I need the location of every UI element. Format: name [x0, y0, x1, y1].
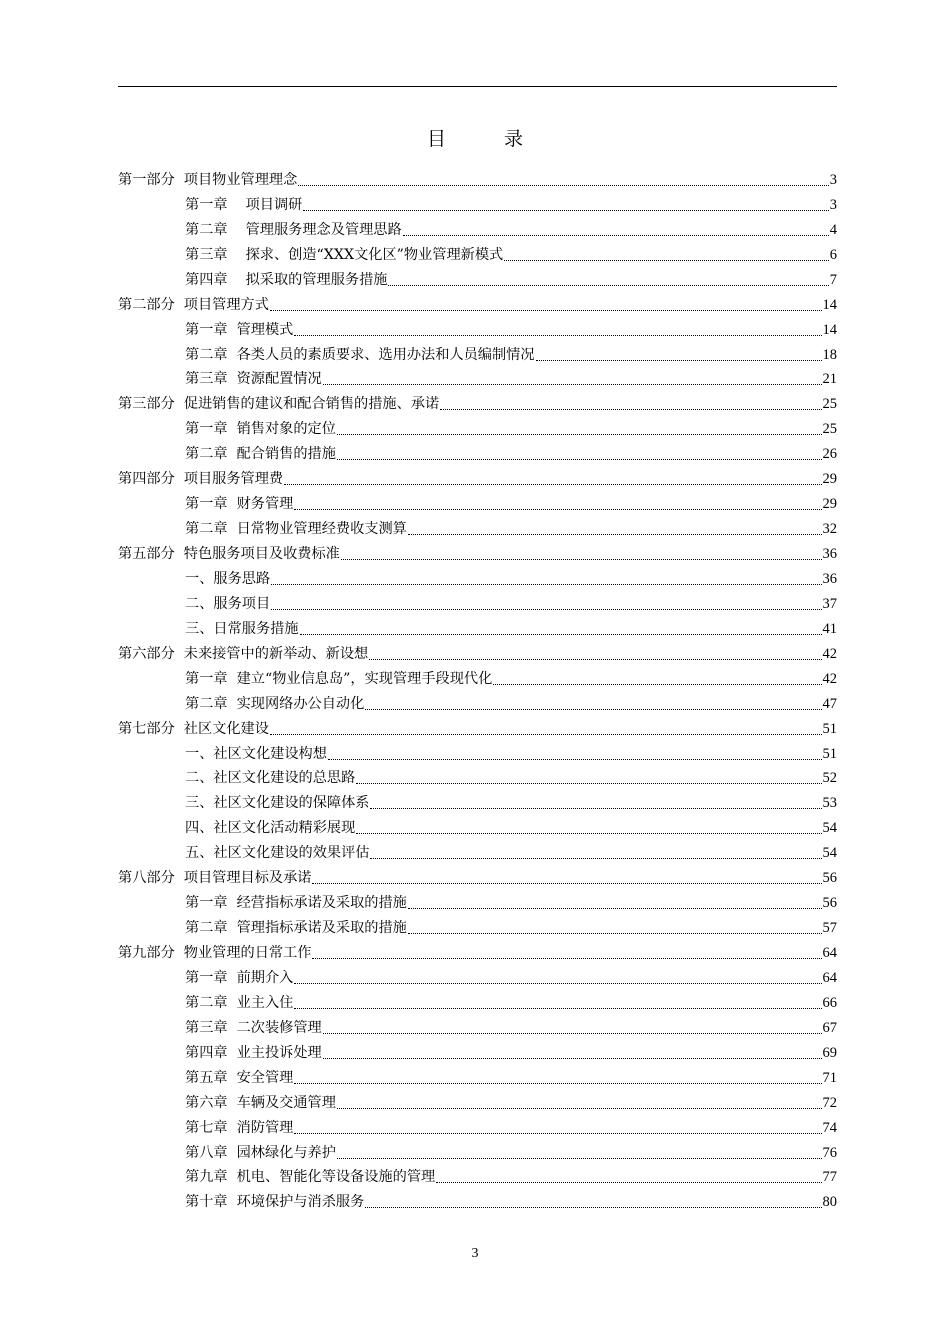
dot-leader [408, 933, 822, 934]
dot-leader [298, 185, 828, 186]
toc-entry-label: 第一章 建立“物业信息岛”，实现管理手段现代化 [185, 670, 493, 687]
toc-entry-page: 80 [822, 1194, 837, 1211]
dot-leader [284, 484, 821, 485]
toc-entry-page: 7 [829, 271, 837, 288]
toc-chapter-entry[interactable] [118, 492, 837, 517]
toc-entry-page: 26 [822, 446, 837, 463]
dot-leader [436, 1182, 821, 1183]
dot-leader [337, 1158, 822, 1159]
dot-leader [388, 285, 828, 286]
toc-entry-label: 第一章 经营指标承诺及采取的措施 [185, 895, 407, 912]
toc-part-entry[interactable] [118, 293, 837, 318]
dot-leader [403, 235, 829, 236]
toc-chapter-entry[interactable] [118, 417, 837, 442]
toc-entry-page: 53 [822, 795, 837, 812]
toc-entry-label: 第九部分 物业管理的日常工作 [118, 945, 312, 962]
toc-entry-label: 第三章 资源配置情况 [185, 371, 322, 388]
dot-leader [271, 584, 821, 585]
toc-chapter-entry[interactable] [118, 617, 837, 642]
dot-leader [493, 684, 821, 685]
toc-entry-page: 52 [822, 770, 837, 787]
toc-entry-label: 一、社区文化建设构想 [185, 745, 327, 762]
toc-entry-label: 第二章 业主入住 [185, 994, 294, 1011]
dot-leader [294, 335, 821, 336]
toc-entry-page: 42 [822, 645, 837, 662]
toc-entry-label: 第一章 前期介入 [185, 969, 294, 986]
dot-leader [270, 734, 822, 735]
toc-chapter-entry[interactable] [118, 1016, 837, 1041]
toc-chapter-entry[interactable] [118, 891, 837, 916]
toc-entry-page: 29 [822, 471, 837, 488]
toc-entry-page: 51 [822, 720, 837, 737]
dot-leader [337, 1108, 822, 1109]
toc-chapter-entry[interactable] [118, 916, 837, 941]
toc-entry-label: 第一章 项目调研 [185, 196, 303, 213]
toc-entry-label: 第一部分 项目物业管理理念 [118, 171, 298, 188]
dot-leader [365, 709, 821, 710]
dot-leader [536, 360, 822, 361]
toc-entry-label: 四、社区文化活动精彩展现 [185, 820, 356, 837]
toc-entry-label: 第二章 日常物业管理经费收支测算 [185, 521, 407, 538]
toc-entry-label: 第二章 配合销售的措施 [185, 446, 336, 463]
toc-entry-page: 41 [822, 620, 837, 637]
toc-entry-label: 第六部分 未来接管中的新举动、新设想 [118, 645, 369, 662]
toc-entry-label: 第四章 拟采取的管理服务措施 [185, 271, 388, 288]
toc-entry-page: 3 [829, 171, 837, 188]
toc-entry-label: 第一章 管理模式 [185, 321, 294, 338]
toc-entry-page: 66 [822, 994, 837, 1011]
dot-leader [312, 883, 821, 884]
dot-leader [271, 609, 821, 610]
toc-entry-page: 47 [822, 695, 837, 712]
toc-entry-label: 第七章 消防管理 [185, 1119, 294, 1136]
toc-entry-page: 32 [822, 521, 837, 538]
toc-chapter-entry[interactable] [118, 816, 837, 841]
toc-entry-label: 第四部分 项目服务管理费 [118, 471, 284, 488]
toc-entry-label: 第十章 环境保护与消杀服务 [185, 1194, 365, 1211]
toc-entry-page: 37 [822, 595, 837, 612]
toc-entry-label: 第八章 园林绿化与养护 [185, 1144, 336, 1161]
toc-chapter-entry[interactable] [118, 318, 837, 343]
dot-leader [323, 384, 822, 385]
toc-chapter-entry[interactable] [118, 1166, 837, 1191]
toc-entry-label: 第三章 探求、创造“XXX文化区”物业管理新模式 [185, 246, 504, 263]
toc-chapter-entry[interactable] [118, 1141, 837, 1166]
dot-leader [303, 210, 828, 211]
toc-entry-label: 第一章 财务管理 [185, 496, 294, 513]
dot-leader [294, 1133, 821, 1134]
toc-entry-page: 72 [822, 1094, 837, 1111]
toc-entry-label: 第二章 实现网络办公自动化 [185, 695, 365, 712]
toc-entry-label: 第八部分 项目管理目标及承诺 [118, 870, 312, 887]
toc-entry-page: 36 [822, 570, 837, 587]
toc-chapter-entry[interactable] [118, 1116, 837, 1141]
toc-entry-page: 77 [822, 1169, 837, 1186]
toc-part-entry[interactable] [118, 168, 837, 193]
toc-part-entry[interactable] [118, 941, 837, 966]
dot-leader [270, 310, 822, 311]
toc-entry-page: 25 [822, 396, 837, 413]
toc-entry-page: 57 [822, 920, 837, 937]
toc-entry-page: 25 [822, 421, 837, 438]
dot-leader [408, 534, 822, 535]
toc-chapter-entry[interactable] [118, 517, 837, 542]
toc-entry-label: 三、日常服务措施 [185, 620, 299, 637]
toc-entry-label: 第九章 机电、智能化等设备设施的管理 [185, 1169, 436, 1186]
toc-chapter-entry[interactable] [118, 767, 837, 792]
toc-chapter-entry[interactable] [118, 841, 837, 866]
dot-leader [323, 1033, 822, 1034]
toc-chapter-entry[interactable] [118, 1190, 837, 1215]
toc-entry-label: 第六章 车辆及交通管理 [185, 1094, 336, 1111]
toc-chapter-entry[interactable] [118, 1066, 837, 1091]
toc-entry-page: 14 [822, 296, 837, 313]
toc-entry-page: 42 [822, 670, 837, 687]
toc-entry-page: 3 [829, 196, 837, 213]
toc-chapter-entry[interactable] [118, 442, 837, 467]
toc-entry-label: 第二章 各类人员的素质要求、选用办法和人员编制情况 [185, 346, 535, 363]
toc-entry-label: 一、服务思路 [185, 570, 271, 587]
dot-leader [504, 260, 829, 261]
toc-entry-label: 第五部分 特色服务项目及收费标准 [118, 546, 340, 563]
dot-leader [341, 559, 822, 560]
toc-chapter-entry[interactable] [118, 1041, 837, 1066]
dot-leader [323, 1058, 822, 1059]
toc-chapter-entry[interactable] [118, 343, 837, 368]
toc-chapter-entry[interactable] [118, 1091, 837, 1116]
toc-entry-page: 4 [829, 221, 837, 238]
toc-entry-label: 第三部分 促进销售的建议和配合销售的措施、承诺 [118, 396, 440, 413]
toc-entry-page: 36 [822, 546, 837, 563]
toc-entry-page: 56 [822, 895, 837, 912]
toc-entry-page: 14 [822, 321, 837, 338]
toc-chapter-entry[interactable] [118, 268, 837, 293]
toc-part-entry[interactable] [118, 866, 837, 891]
toc-chapter-entry[interactable] [118, 368, 837, 393]
toc-entry-label: 第二章 管理指标承诺及采取的措施 [185, 920, 407, 937]
dot-leader [294, 1083, 821, 1084]
toc-entry-page: 29 [822, 496, 837, 513]
toc-entry-label: 二、社区文化建设的总思路 [185, 770, 356, 787]
toc-entry-label: 第四章 业主投诉处理 [185, 1044, 322, 1061]
toc-chapter-entry[interactable] [118, 567, 837, 592]
toc-entry-label: 第一章 销售对象的定位 [185, 421, 336, 438]
toc-chapter-entry[interactable] [118, 692, 837, 717]
dot-leader [370, 808, 821, 809]
toc-chapter-entry[interactable] [118, 991, 837, 1016]
dot-leader [312, 958, 821, 959]
toc-entry-page: 67 [822, 1019, 837, 1036]
dot-leader [440, 409, 821, 410]
toc-chapter-entry[interactable] [118, 742, 837, 767]
toc-part-entry[interactable] [118, 392, 837, 417]
toc-chapter-entry[interactable] [118, 791, 837, 816]
toc-chapter-entry[interactable] [118, 592, 837, 617]
dot-leader [356, 833, 821, 834]
dot-leader [337, 459, 822, 460]
dot-leader [408, 908, 822, 909]
toc-chapter-entry[interactable] [118, 218, 837, 243]
table-of-contents [118, 168, 837, 1215]
toc-entry-page: 54 [822, 845, 837, 862]
header-rule [118, 86, 837, 87]
toc-entry-page: 54 [822, 820, 837, 837]
toc-chapter-entry[interactable] [118, 243, 837, 268]
toc-entry-page: 6 [829, 246, 837, 263]
toc-entry-page: 76 [822, 1144, 837, 1161]
toc-entry-page: 69 [822, 1044, 837, 1061]
dot-leader [294, 983, 821, 984]
toc-entry-label: 三、社区文化建设的保障体系 [185, 795, 370, 812]
toc-entry-label: 第三章 二次装修管理 [185, 1019, 322, 1036]
toc-part-entry[interactable] [118, 542, 837, 567]
toc-entry-label: 第七部分 社区文化建设 [118, 720, 269, 737]
toc-entry-label: 第五章 安全管理 [185, 1069, 294, 1086]
dot-leader [370, 858, 821, 859]
toc-entry-label: 第二章 管理服务理念及管理思路 [185, 221, 402, 238]
toc-entry-page: 71 [822, 1069, 837, 1086]
dot-leader [369, 659, 821, 660]
toc-entry-page: 64 [822, 945, 837, 962]
toc-entry-page: 21 [822, 371, 837, 388]
toc-entry-page: 18 [822, 346, 837, 363]
dot-leader [294, 1008, 821, 1009]
toc-entry-page: 56 [822, 870, 837, 887]
toc-entry-page: 64 [822, 969, 837, 986]
toc-entry-page: 74 [822, 1119, 837, 1136]
toc-entry-page: 51 [822, 745, 837, 762]
toc-chapter-entry[interactable] [118, 193, 837, 218]
page-number: 3 [471, 1246, 479, 1261]
toc-part-entry[interactable] [118, 467, 837, 492]
toc-part-entry[interactable] [118, 642, 837, 667]
toc-chapter-entry[interactable] [118, 667, 837, 692]
dot-leader [337, 434, 822, 435]
toc-title: 目 录 [426, 128, 550, 150]
dot-leader [328, 759, 822, 760]
toc-part-entry[interactable] [118, 717, 837, 742]
dot-leader [365, 1207, 821, 1208]
toc-entry-label: 五、社区文化建设的效果评估 [185, 845, 370, 862]
dot-leader [294, 509, 821, 510]
toc-entry-label: 二、服务项目 [185, 595, 271, 612]
toc-entry-label: 第二部分 项目管理方式 [118, 296, 269, 313]
dot-leader [356, 783, 821, 784]
toc-chapter-entry[interactable] [118, 966, 837, 991]
dot-leader [300, 634, 822, 635]
